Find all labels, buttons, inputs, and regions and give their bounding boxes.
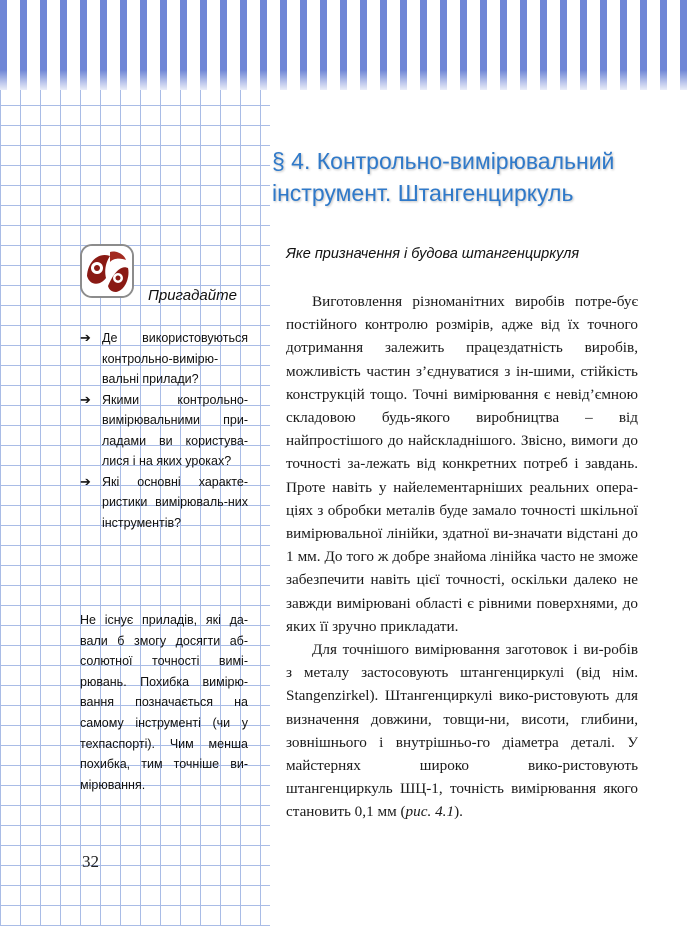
arrow-right-icon: ➔ xyxy=(80,330,91,345)
section-subtitle: Яке призначення і будова штангенциркуля xyxy=(286,246,580,262)
figure-reference: рис. 4.1 xyxy=(405,803,455,821)
page-number: 32 xyxy=(82,852,99,871)
question-text: Якими контрольно-вимірювальними при-ладами ви користува-лися і на яких уроках? xyxy=(102,392,248,468)
list-item xyxy=(80,390,248,472)
recall-questions xyxy=(80,328,248,533)
section-title-line-2: інструмент. Штангенциркуль xyxy=(272,180,574,206)
arrow-right-icon: ➔ xyxy=(80,391,91,407)
sidebar-note: Не існує приладів, які да-вали б змогу досягти аб-солютної точності вимі-рювань. Похибка вимірю-вання позначається на самому інструменті (чи у техпаспорті). Чим менша похибка, тим точніше ви-мірювання. xyxy=(80,613,248,792)
list-item xyxy=(80,472,248,534)
arrow-right-icon: ➔ xyxy=(80,473,91,489)
remember-icon xyxy=(80,244,134,298)
main-body-text xyxy=(286,290,638,824)
question-text: Де використовуються контрольно-вимірю-вальні прилади? xyxy=(102,331,248,386)
section-title-line-1: § 4. Контрольно-вимірювальний xyxy=(272,148,615,174)
body-paragraph-2-end: ). xyxy=(454,803,463,821)
question-text: Які основні характе-ристики вимірюваль-них інструментів? xyxy=(102,474,248,530)
body-paragraph-2-text: Для точнішого вимірювання заготовок і ви-робів з металу застосовують штангенциркулі (від нім. Stangenzirkel). Штангенциркулі вико-ристовують для визначення довжини, товщи-ни, висоти, глибини, зовнішнього і внутрішньо-го діаметра деталі. У майстернях широко вико-ристовують штангенциркуль ШЦ-1, точність вимірювання якого становить 0,1 мм ( xyxy=(286,641,638,821)
section-title xyxy=(272,145,692,209)
list-item xyxy=(80,328,248,390)
header-stripes xyxy=(0,0,700,90)
body-paragraph-2 xyxy=(286,638,638,824)
body-paragraph-1: Виготовлення різноманітних виробів потре-бує постійного контролю розмірів, адже від їх точного дотримання залежить працездатність виробів, можливість частин з’єднуватися з ін-шими, стійкість конструкцій тощо. Точні вимірювання є невід’ємною складовою будь-якого виробництва – від найпростішого до найскладнішого. Звісно, вимоги до точності за-лежать від конкретних потреб і завдань. Проте навіть у найелементарніших реальних опера-ціях з обробки металів буде замало точності шкільної вимірювальної лінійки, здатної ви-значати відстані до 1 мм. До того ж добре знайома лінійка часто не зможе забезпечити навіть цієї точності, оскільки далеко не завжди вимірювані області є рівними поверхнями, до яких її зручно прикладати. xyxy=(286,293,638,635)
remember-label: Пригадайте xyxy=(148,287,237,304)
